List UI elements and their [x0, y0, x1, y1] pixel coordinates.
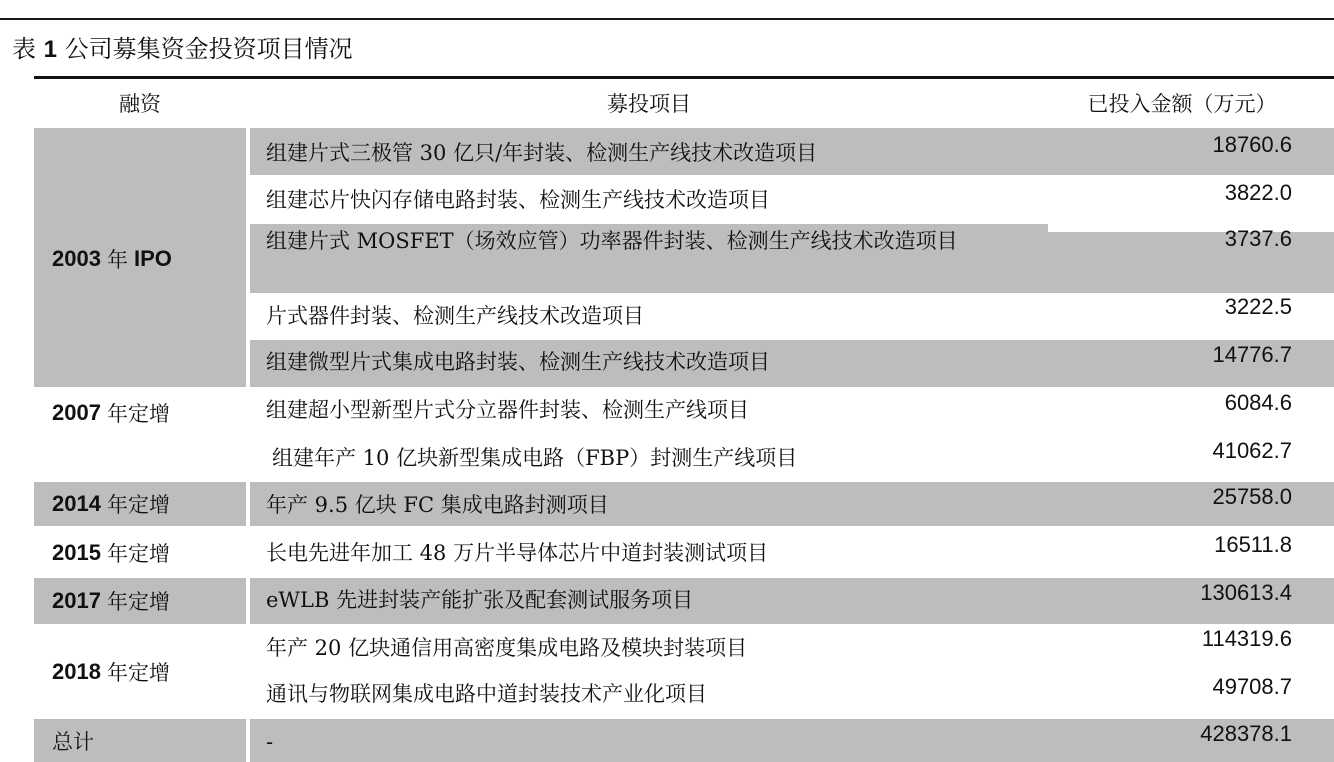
group-year: 2007: [52, 400, 101, 425]
project-row-12: 通讯与物联网集成电路中道封装技术产业化项目: [266, 682, 707, 706]
project-row-3: 组建片式 MOSFET（场效应管）功率器件封装、检测生产线技术改造项目: [266, 229, 958, 253]
table-title: [12, 31, 353, 68]
header-amount: 已投入金额（万元）: [1087, 92, 1277, 116]
group-year: 2003: [52, 246, 101, 271]
amount-row-10: 130613.4: [1200, 580, 1292, 605]
group-suffix: 年定增: [106, 493, 170, 517]
project-row-8: 年产 9.5 亿块 FC 集成电路封测项目: [266, 493, 609, 517]
col-sep-2014: [246, 482, 250, 526]
amount-row-9: 16511.8: [1214, 532, 1292, 557]
group-2014: [34, 482, 246, 526]
amount-row-12: 49708.7: [1212, 674, 1292, 699]
amount-row-6: 6084.6: [1224, 390, 1292, 415]
project-row-5: 组建微型片式集成电路封装、检测生产线技术改造项目: [266, 350, 770, 374]
top-rule: [0, 18, 1334, 20]
amount-row-7: 41062.7: [1212, 438, 1292, 463]
group-year: 2018: [52, 659, 101, 684]
amount-row-3: 3737.6: [1224, 226, 1292, 251]
col-sep-2003: [246, 128, 250, 387]
group-suffix: 年定增: [106, 402, 170, 426]
group-suffix: 年定增: [106, 590, 170, 614]
total-label: 总计: [52, 729, 94, 754]
project-row-11: 年产 20 亿块通信用高密度集成电路及模块封装项目: [266, 636, 748, 660]
amount-row-1: 18760.6: [1212, 132, 1292, 157]
project-row-1: 组建片式三极管 30 亿只/年封装、检测生产线技术改造项目: [266, 141, 818, 165]
project-row-9: 长电先进年加工 48 万片半导体芯片中道封装测试项目: [266, 541, 769, 565]
group-total: [34, 719, 246, 762]
group-suffix: 年定增: [106, 661, 170, 685]
amount-row-5: 14776.7: [1212, 342, 1292, 367]
col-sep-2017: [246, 578, 250, 624]
amount-row-2: 3822.0: [1224, 180, 1292, 205]
project-row-2: 组建芯片快闪存储电路封装、检测生产线技术改造项目: [266, 188, 770, 212]
group-2015: [34, 530, 246, 576]
project-row-7: 组建年产 10 亿块新型集成电路（FBP）封测生产线项目: [272, 446, 798, 470]
group-suffix: 年: [106, 248, 128, 272]
group-year: 2015: [52, 540, 101, 565]
group-suffix: 年定增: [106, 542, 170, 566]
project-row-10: eWLB 先进封装产能扩张及配套测试服务项目: [266, 588, 694, 612]
amount-row-4: 3222.5: [1224, 294, 1292, 319]
title-prefix: 表: [12, 35, 36, 63]
group-2003-ipo: [34, 232, 246, 286]
group-year: 2014: [52, 491, 101, 516]
group-label: IPO: [133, 246, 172, 271]
group-2007: [34, 390, 246, 436]
amount-row-11: 114319.6: [1201, 626, 1292, 651]
header-financing: 融资: [119, 92, 161, 116]
project-row-total: -: [266, 730, 274, 754]
col-sep-total: [246, 719, 250, 762]
amount-row-total: 428378.1: [1200, 721, 1292, 746]
group-year: 2017: [52, 588, 101, 613]
project-row-6: 组建超小型新型片式分立器件封装、检测生产线项目: [266, 398, 749, 422]
title-text: 公司募集资金投资项目情况: [64, 35, 353, 63]
group-2017: [34, 578, 246, 624]
header-rule: [34, 76, 1334, 79]
amount-row-8: 25758.0: [1212, 484, 1292, 509]
project-row-4: 片式器件封装、检测生产线技术改造项目: [266, 304, 644, 328]
group-2018: [34, 626, 246, 718]
header-project: 募投项目: [607, 92, 691, 116]
title-number: 1: [43, 36, 57, 63]
